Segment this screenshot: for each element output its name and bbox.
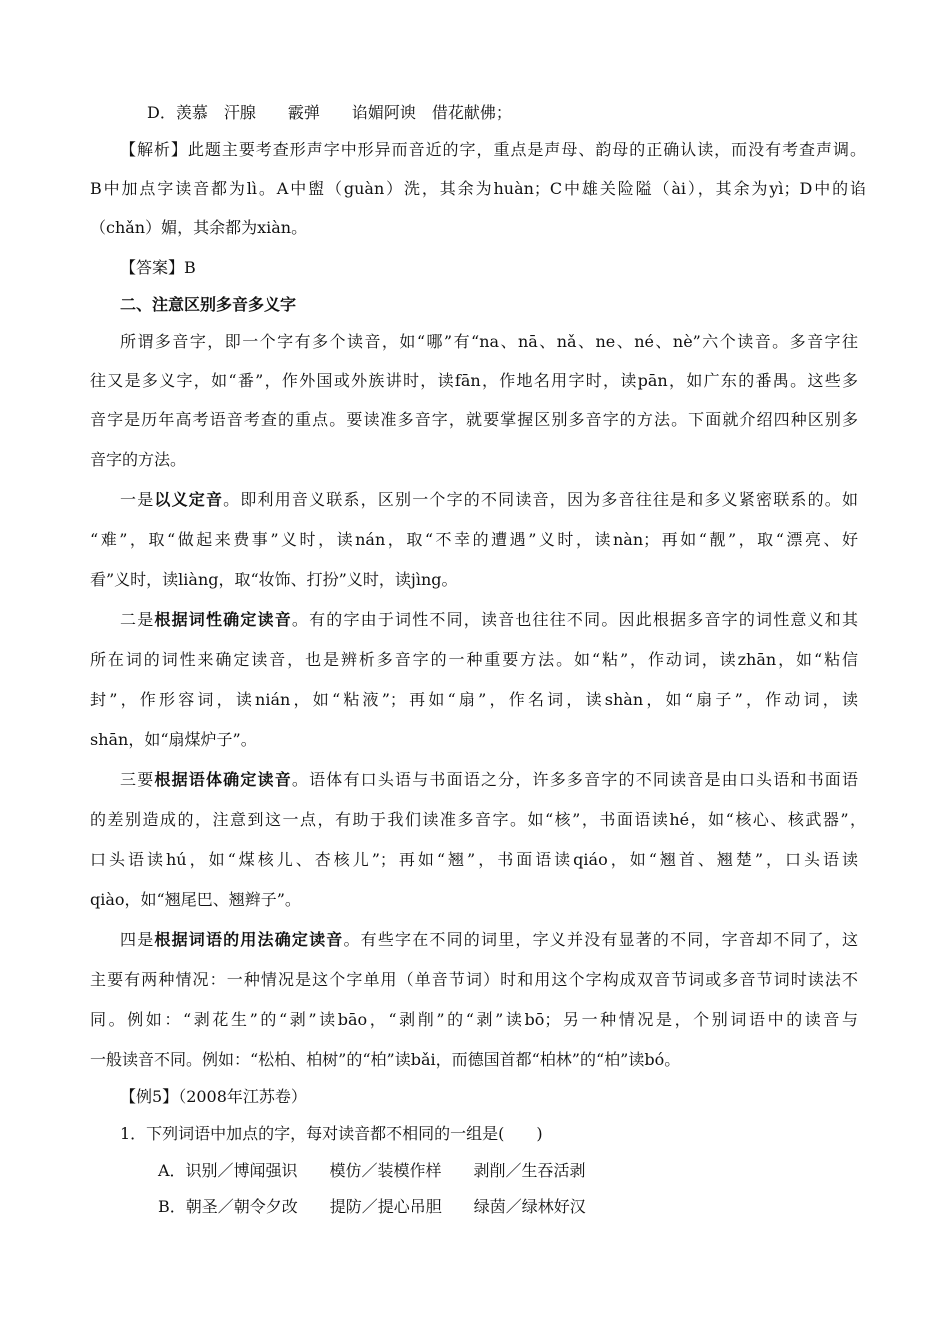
method2-line-3: 封”，作形容词，读nián，如“粘液”；再如“扇”，作名词，读shàn，如“扇子”，作动词，读 xyxy=(90,690,858,709)
intro-line-1: 所谓多音字，即一个字有多个读音，如“哪”有“na、nā、nǎ、ne、né、nè”六个读音。多音字往 xyxy=(120,332,858,351)
method4-line-3: 同。例如：“剥花生”的“剥”读bāo，“剥削”的“剥”读bō；另一种情况是，个别词语中的读音与 xyxy=(90,1010,858,1029)
method1-title: 以义定音 xyxy=(154,490,224,509)
section-heading: 二、注意区别多音多义字 xyxy=(120,295,297,314)
method4-line-4: 一般读音不同。例如：“松柏、柏树”的“柏”读bǎi，而德国首都“柏林”的“柏”读bó。 xyxy=(90,1050,681,1069)
example-header xyxy=(120,1085,307,1109)
analysis-line-1: 【解析】此题主要考查形声字中形异而音近的字，重点是声母、韵母的正确认读，而没有考查声调。 xyxy=(120,140,866,159)
question-text: 1．下列词语中加点的字，每对读音都不相同的一组是( ) xyxy=(120,1124,543,1143)
method1-line-3: 看”义时，读liàng，取“妆饰、打扮”义时，读jìng。 xyxy=(90,570,458,589)
method3-line-4: qiào，如“翘尾巴、翘辫子”。 xyxy=(90,890,301,909)
method2-line-1: 二是根据词性确定读音。有的字由于词性不同，读音也往往不同。因此根据多音字的词性意义和其 xyxy=(120,610,858,629)
example-label: 【例5】 xyxy=(120,1087,179,1106)
intro-line-2: 往又是多义字，如“番”，作外国或外族讲时，读fān，作地名用字时，读pān，如广东的番禺。这些多 xyxy=(90,371,858,390)
method3-line-3: 口头语读hú，如“煤核儿、杏核儿”；再如“翘”，书面语读qiáo，如“翘首、翘楚”，口头语读 xyxy=(90,850,858,869)
answer-value: B xyxy=(184,258,196,277)
option-b: B．朝圣／朝令夕改 提防／提心吊胆 绿茵／绿林好汉 xyxy=(158,1197,586,1216)
option-d: D．羡慕 汗腺 霰弹 谄媚阿谀 借花献佛； xyxy=(147,103,512,122)
method2-line-4: shān，如“扇煤炉子”。 xyxy=(90,730,257,749)
method1-line-2: “难”，取“做起来费事”义时，读nán，取“不幸的遭遇”义时，读nàn；再如“靓”，取“漂亮、好 xyxy=(90,530,858,549)
answer-label: 【答案】 xyxy=(120,258,185,277)
method1-line-1: 一是以义定音。即利用音义联系，区别一个字的不同读音，因为多音往往是和多义紧密联系的。如 xyxy=(120,490,858,509)
method4-line-2: 主要有两种情况：一种情况是这个字单用（单音节词）时和用这个字构成双音节词或多音节词时读法不 xyxy=(90,970,858,989)
method3-line-1: 三要根据语体确定读音。语体有口头语与书面语之分，许多多音字的不同读音是由口头语和书面语 xyxy=(120,770,858,789)
analysis-line-3: （chǎn）媚，其余都为xiàn。 xyxy=(90,218,308,237)
example-source: （2008年江苏卷） xyxy=(178,1087,307,1106)
intro-line-3: 音字是历年高考语音考查的重点。要读准多音字，就要掌握区别多音字的方法。下面就介绍四种区别多 xyxy=(90,410,858,429)
analysis-line-2: B中加点字读音都为lì。A中盥（guàn）洗，其余为huàn；C中雄关险隘（ài），其余为yì；D中的谄 xyxy=(90,179,866,198)
answer xyxy=(120,256,196,280)
method3-line-2: 的差别造成的，注意到这一点，有助于我们读准多音字。如“核”，书面语读hé，如“核心、核武器”， xyxy=(90,810,866,829)
analysis-label: 【解析】 xyxy=(120,140,188,159)
method2-line-2: 所在词的词性来确定读音，也是辨析多音字的一种重要方法。如“粘”，作动词，读zhān，如“粘信 xyxy=(90,650,858,669)
method4-title: 根据词语的用法确定读音 xyxy=(154,930,344,949)
method3-title: 根据语体确定读音 xyxy=(154,770,292,789)
method2-title: 根据词性确定读音 xyxy=(154,610,292,629)
option-a: A．识别／博闻强识 模仿／装模作样 剥削／生吞活剥 xyxy=(158,1161,586,1180)
method4-line-1: 四是根据词语的用法确定读音。有些字在不同的词里，字义并没有显著的不同，字音却不同了，这 xyxy=(120,930,858,949)
intro-line-4: 音字的方法。 xyxy=(90,450,187,469)
